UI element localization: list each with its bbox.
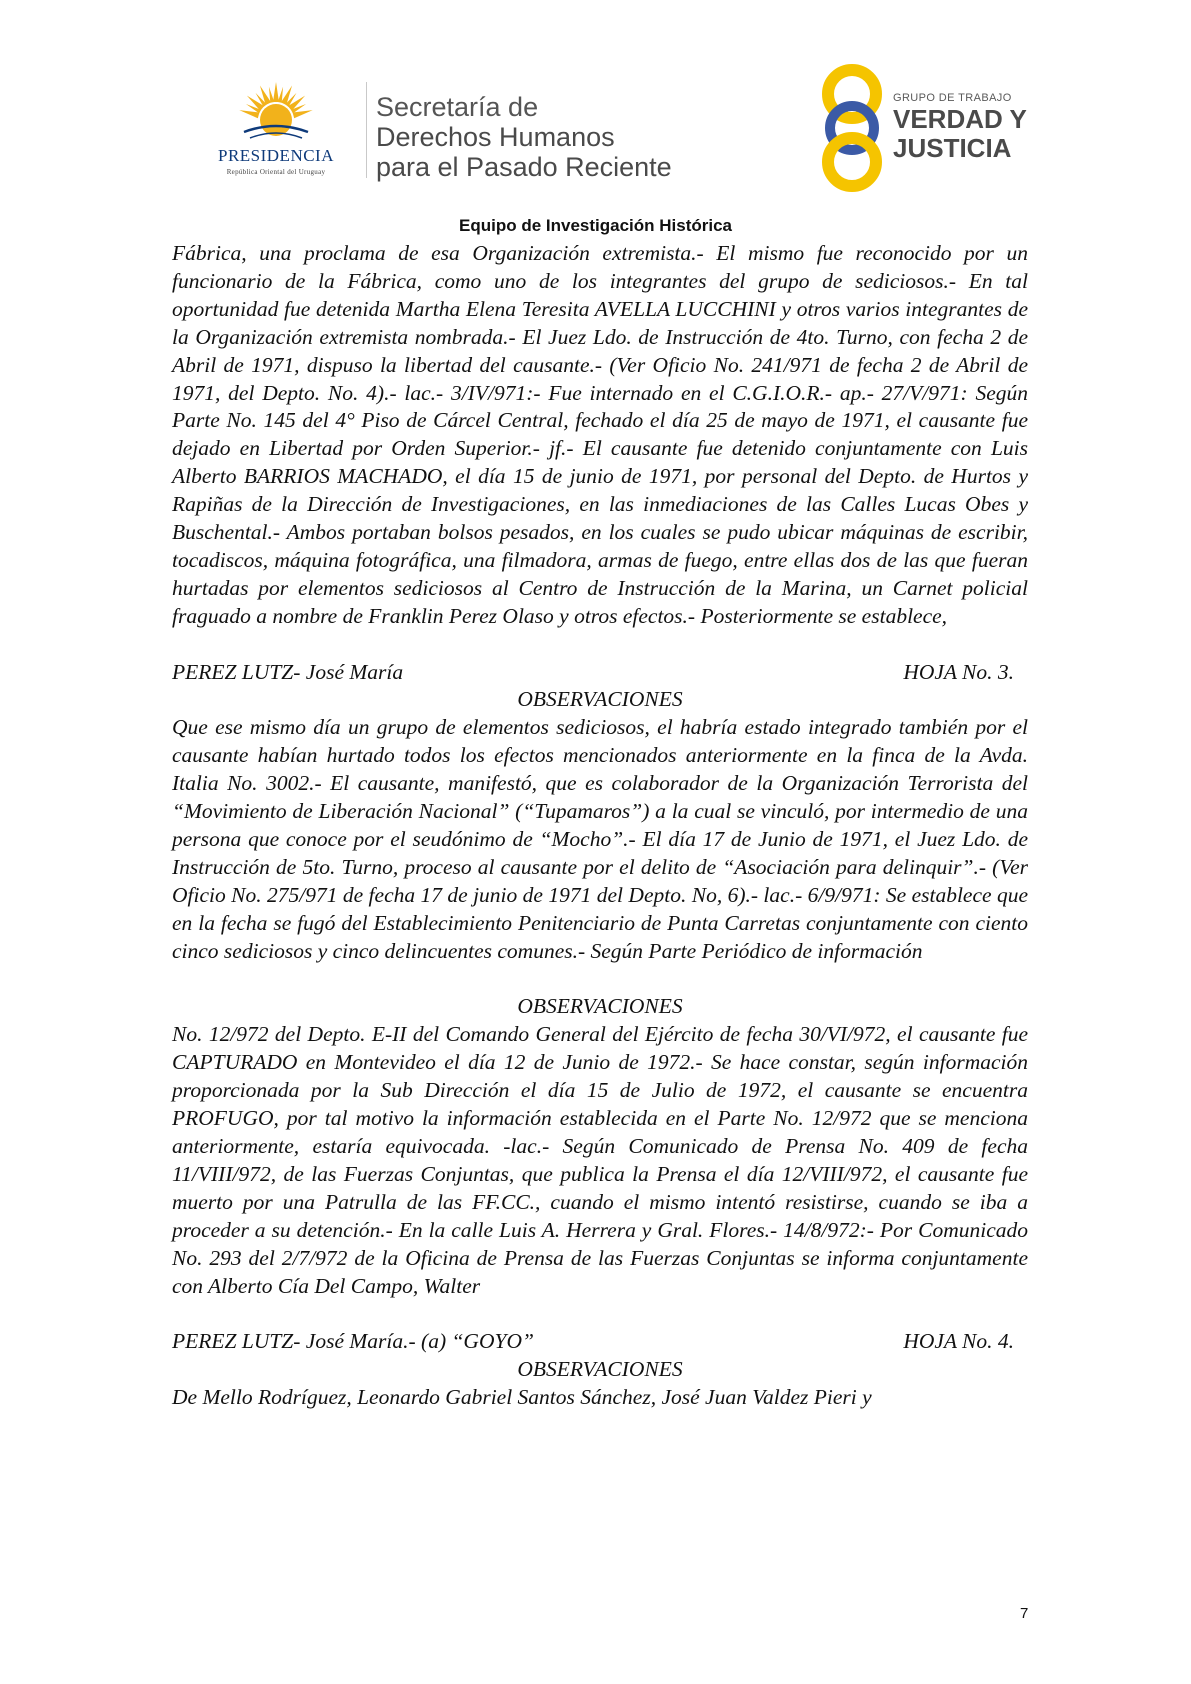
verdad-justicia-rings-icon [812, 64, 892, 192]
secretaria-line2: Derechos Humanos [376, 122, 615, 152]
secretaria-line3: para el Pasado Reciente [376, 152, 672, 182]
paragraph-2: Que ese mismo día un grupo de elementos sediciosos, el habría estado integrado también por el causante habían hurtado todos los efectos mencionados anteriormente en la finca de la Avda. Italia No. 3002.- El causante, manifestó, que es colaborador de la Organización Terrorista del “Movimiento de Liberación Nacional” (“Tupamaros”) a la cual se vinculó, por intermedio de una persona que conoce por el seudónimo de “Mocho”.- El día 17 de Junio de 1971, el Juez Ldo. de Instrucción de 5to. Turno, proceso al causante por el delito de “Asociación para delinquir”.- (Ver Oficio No. 275/971 de fecha 17 de junio de 1971 del Depto. No, 6).- lac.- 6/9/971: Se establece que en la fecha se fugó del Establecimiento Penitenciario de Punta Carretas conjuntamente con ciento cinco sediciosos y cinco delincuentes comunes.- Según Parte Periódico de información [172, 715, 1028, 963]
spacer [172, 1300, 1028, 1328]
paragraph-4: De Mello Rodríguez, Leonardo Gabriel Santos Sánchez, José Juan Valdez Pieri y [172, 1385, 872, 1410]
spacer [172, 966, 1028, 994]
presidencia-subtitle: República Oriental del Uruguay [226, 168, 326, 176]
verdad-justicia-text [893, 92, 1027, 162]
page-number: 7 [1020, 1605, 1029, 1622]
secretaria-line1: Secretaría de [376, 92, 539, 122]
spacer [172, 631, 1028, 659]
record-name-2: PEREZ LUTZ- José María.- (a) “GOYO” [172, 1329, 534, 1354]
record-heading-2 [172, 1328, 1028, 1356]
presidencia-title: PRESIDENCIA [217, 146, 334, 165]
paragraph-3: No. 12/972 del Depto. E-II del Comando General del Ejército de fecha 30/VI/972, el causante fue CAPTURADO en Montevideo el día 12 de Junio de 1972.- Se hace constar, según información proporcionada por la Sub Dirección el día 15 de Julio de 1972, el causante se encuentra PROFUGO, por tal motivo la información establecida en el Parte No. 12/972 que se menciona anteriormente, estaría equivocada. -lac.- Según Comunicado de Prensa No. 409 de fecha 11/VIII/972, de las Fuerzas Conjuntas, que publica la Prensa el día 12/VIII/972, el causante fue muerto por una Patrulla de las FF.CC., cuando el mismo intentó resistirse, cuando se iba a proceder a su detención.- En la calle Luis A. Herrera y Gral. Flores.- 14/8/972:- Por Comunicado No. 293 del 2/7/972 de la Oficina de Prensa de las Fuerzas Conjuntas se informa conjuntamente con Alberto Cía Del Campo, Walter [172, 1022, 1028, 1298]
team-title: Equipo de Investigación Histórica [459, 216, 732, 235]
justicia-label: JUSTICIA [893, 133, 1012, 163]
sun-emblem-icon [236, 80, 316, 142]
record-name-1: PEREZ LUTZ- José María [172, 659, 404, 684]
verdad-label: VERDAD Y [893, 104, 1027, 134]
sheet-number-2: HOJA No. 4. [903, 1329, 1014, 1354]
observaciones-heading-3: OBSERVACIONES [517, 1357, 683, 1382]
observaciones-heading-2: OBSERVACIONES [517, 994, 683, 1019]
observaciones-heading-1: OBSERVACIONES [517, 687, 683, 712]
header-divider [366, 82, 367, 178]
secretaria-logo-text [376, 92, 672, 182]
sheet-number-1: HOJA No. 3. [903, 659, 1014, 684]
record-heading-1 [172, 659, 1028, 687]
paragraph-1: Fábrica, una proclama de esa Organización extremista.- El mismo fue reconocido por un funcionario de la Fábrica, como uno de los integrantes del grupo de sediciosos.- En tal oportunidad fue detenida Martha Elena Teresita AVELLA LUCCHINI y otros varios integrantes de la Organización extremista nombrada.- El Juez Ldo. de Instrucción de 4to. Turno, con fecha 2 de Abril de 1971, dispuso la libertad del causante.- (Ver Oficio No. 241/971 de fecha 2 de Abril de 1971, del Depto. No. 4).- lac.- 3/IV/971:- Fue internado en el C.G.I.O.R.- ap.- 27/V/971: Según Parte No. 145 del 4° Piso de Cárcel Central, fechado el día 25 de mayo de 1971, el causante fue dejado en Libertad por Orden Superior.- jf.- El causante fue detenido conjuntamente con Luis Alberto BARRIOS MACHADO, el día 15 de junio de 1971, por personal del Depto. de Hurtos y Rapiñas de la Dirección de Investigaciones, en las inmediaciones de las Calles Lucas Obes y Buschental.- Ambos portaban bolsos pesados, en los cuales se pudo ubicar máquinas de escribir, tocadiscos, máquina fotográfica, una filmadora, armas de fuego, entre ellas dos de las que fueran hurtadas por elementos sediciosos al Centro de Instrucción de la Marina, un Carnet policial fraguado a nombre de Franklin Perez Olaso y otros efectos.- Posteriormente se establece, [172, 241, 1028, 628]
grupo-label: GRUPO DE TRABAJO [893, 92, 1012, 104]
presidencia-logo [196, 80, 356, 180]
document-body [172, 240, 1028, 1412]
